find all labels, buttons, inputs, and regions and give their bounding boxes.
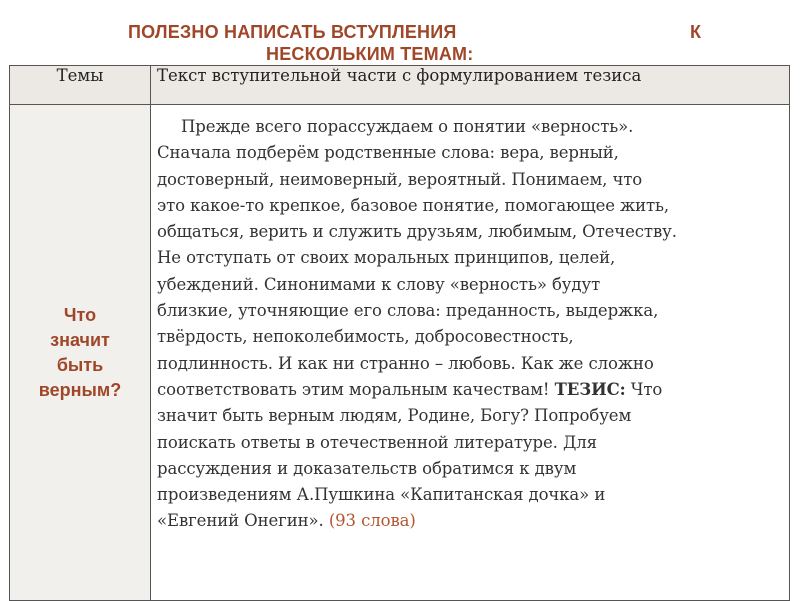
title-line-1-end: К: [690, 22, 702, 42]
topic-word: верным?: [38, 379, 122, 400]
title-line-1: ПОЛЕЗНО НАПИСАТЬ ВСТУПЛЕНИЯ: [128, 22, 457, 42]
text-line: убеждений. Синонимами к слову «верность» будут: [157, 274, 601, 294]
text-line: соответствовать этим моральным качествам! ТЕЗИС: Что: [157, 379, 663, 399]
text-line: достоверный, неимоверный, вероятный. Понимаем, что: [157, 169, 643, 189]
topic-word: быть: [56, 354, 104, 375]
text-line: Не отступать от своих моральных принципов, целей,: [157, 248, 616, 268]
text-line: произведениям А.Пушкина «Капитанская дочка» и: [157, 485, 606, 505]
text-line: Сначала подберём родственные слова: вера, верный,: [157, 143, 619, 163]
table-header-row: [10, 66, 790, 105]
text-line: общаться, верить и служить друзьям, любимым, Отечеству.: [157, 222, 677, 242]
text-line: поискать ответы в отечественной литературе. Для: [157, 432, 597, 452]
slide-title: [0, 0, 800, 66]
header-topics: Темы: [10, 66, 151, 105]
text-line: это какое-то крепкое, базовое понятие, помогающее жить,: [157, 195, 670, 215]
text-line: Прежде всего порассуждаем о понятии «верность».: [181, 117, 634, 136]
table-row: [10, 105, 790, 601]
title-line-2: НЕСКОЛЬКИМ ТЕМАМ:: [266, 44, 474, 64]
text-line: «Евгений Онегин». (93 слова): [157, 511, 416, 531]
topic-word: значит: [50, 329, 110, 350]
intro-text-cell: [151, 105, 790, 601]
topics-table: [9, 65, 790, 601]
topic-cell: [10, 105, 151, 601]
text-line: твёрдость, непоколебимость, добросовестность,: [157, 327, 574, 347]
tezis-label: ТЕЗИС:: [554, 379, 626, 399]
text-line: значит быть верным людям, Родине, Богу? Попробуем: [157, 406, 632, 426]
header-text: Текст вступительной части с формулированием тезиса: [151, 66, 790, 105]
word-count: (93 слова): [328, 511, 416, 531]
text-line: близкие, уточняющие его слова: преданность, выдержка,: [157, 301, 659, 321]
text-line: подлинность. И как ни странно – любовь. Как же сложно: [157, 353, 654, 373]
topic-word: Что: [63, 304, 97, 325]
text-line: рассуждения и доказательств обратимся к двум: [157, 458, 577, 478]
